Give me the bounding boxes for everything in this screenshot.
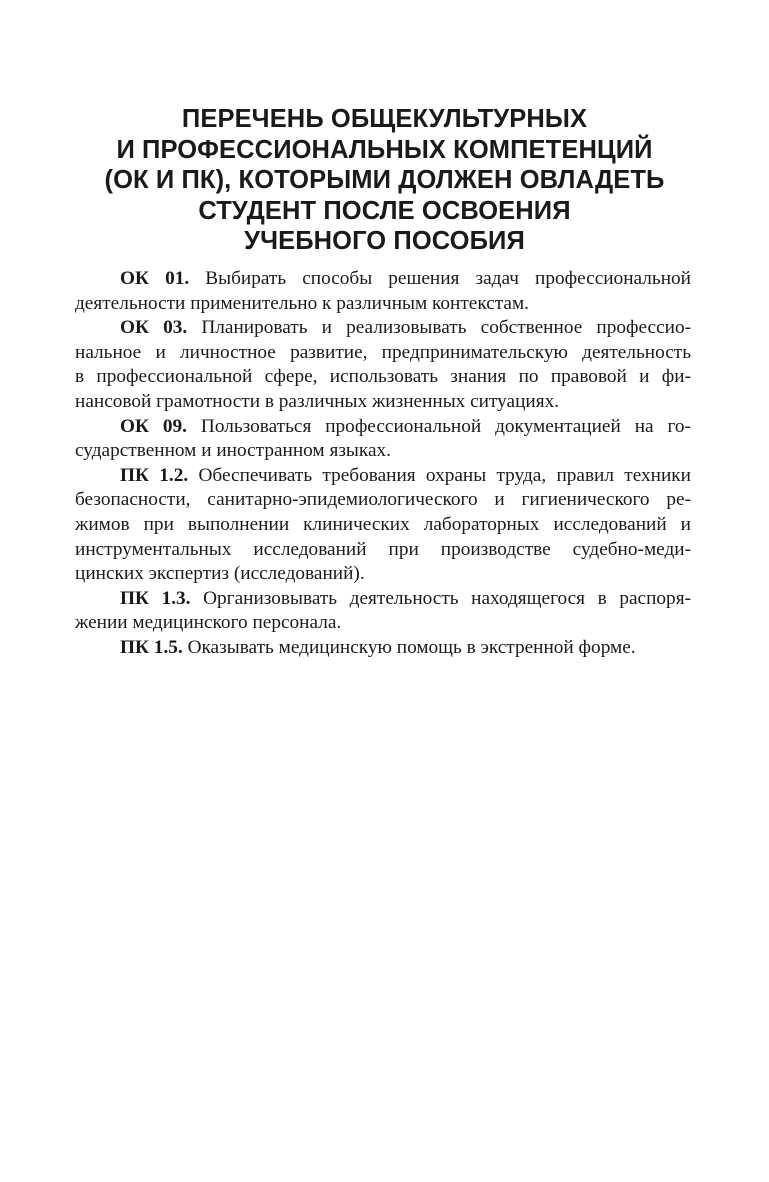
title-line: ПЕРЕЧЕНЬ ОБЩЕКУЛЬТУРНЫХ <box>181 105 588 133</box>
competency-code: ОК 01. <box>120 268 190 289</box>
competency-first-line <box>75 316 691 341</box>
competency-item <box>75 316 691 414</box>
competency-text: Пользоваться профессиональной документацией на го- <box>200 415 691 437</box>
competency-line: нансовой грамотности в различных жизненных ситуациях. <box>75 390 560 412</box>
competency-first-line <box>75 267 691 292</box>
competency-text: Оказывать медицинскую помощь в экстренной форме. <box>187 636 636 658</box>
competency-item <box>75 415 691 464</box>
competency-item <box>75 636 691 661</box>
competency-line: жимов при выполнении клинических лабораторных исследований и <box>75 513 691 535</box>
competency-text: Выбирать способы решения задач профессиональной <box>205 268 691 289</box>
competency-code: ПК 1.5. <box>120 636 183 658</box>
competency-line: сударственном и иностранном языках. <box>75 440 391 462</box>
competency-first-line <box>75 587 691 612</box>
competency-first-line <box>75 464 691 489</box>
competency-item <box>75 587 691 636</box>
competency-line: инструментальных исследований при производстве судебно-меди- <box>75 538 691 560</box>
competency-list <box>75 267 691 661</box>
title-line: И ПРОФЕССИОНАЛЬНЫХ КОМПЕТЕНЦИЙ <box>116 135 653 164</box>
competency-code: ОК 03. <box>120 317 188 339</box>
competency-line: жении медицинского персонала. <box>75 612 342 634</box>
competency-code: ПК 1.3. <box>120 587 191 609</box>
competency-first-line <box>75 415 691 440</box>
competency-code: ОК 09. <box>120 415 187 437</box>
title-line: СТУДЕНТ ПОСЛЕ ОСВОЕНИЯ <box>198 196 571 225</box>
competency-line: деятельности применительно к различным контекстам. <box>75 292 530 314</box>
competency-line: нальное и личностное развитие, предпринимательскую деятельность <box>75 341 691 363</box>
competency-code: ПК 1.2. <box>120 464 189 486</box>
competency-text: Обеспечивать требования охраны труда, правил техники <box>198 464 691 486</box>
page-title <box>0 104 769 257</box>
competency-line: цинских экспертиз (исследований). <box>75 563 365 585</box>
title-line: УЧЕБНОГО ПОСОБИЯ <box>244 227 525 255</box>
competency-item <box>75 464 691 587</box>
competency-line: безопасности, санитарно-эпидемиологического и гигиенического ре- <box>75 489 691 511</box>
competency-item <box>75 267 691 316</box>
competency-first-line <box>75 636 691 661</box>
competency-text: Организовывать деятельность находящегося в распоря- <box>203 587 691 609</box>
competency-text: Планировать и реализовывать собственное профессио- <box>201 317 692 339</box>
title-line: (ОК И ПК), КОТОРЫМИ ДОЛЖЕН ОВЛАДЕТЬ <box>104 166 665 194</box>
competency-line: в профессиональной сфере, использовать знания по правовой и фи- <box>75 366 691 388</box>
